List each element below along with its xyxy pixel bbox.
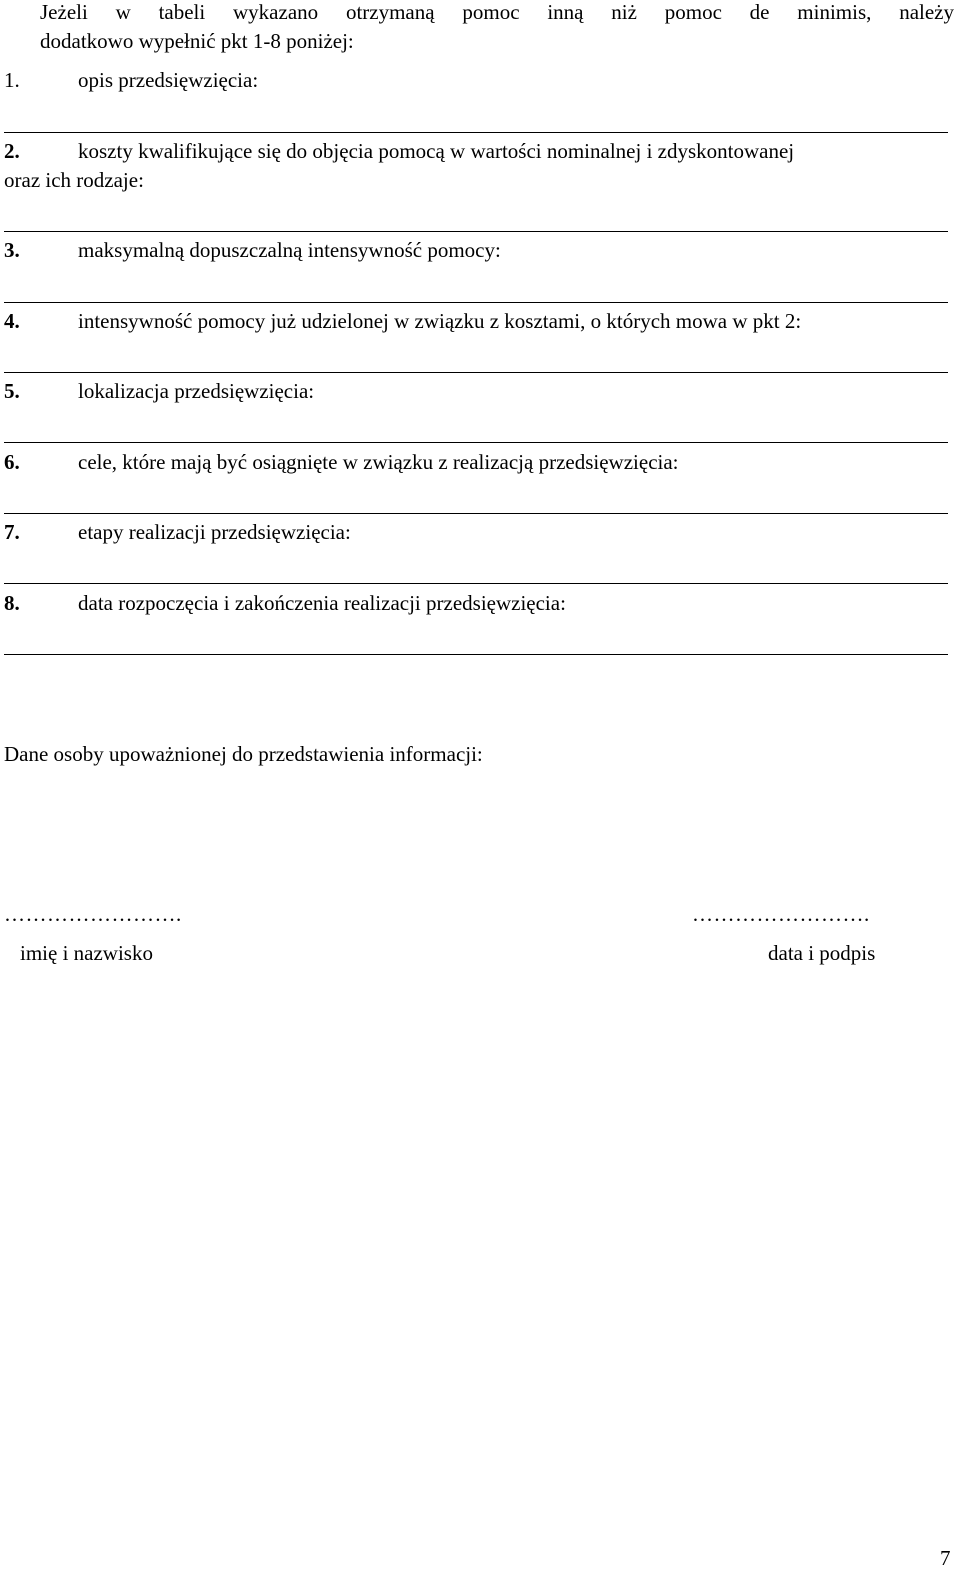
- item-text: etapy realizacji przedsięwzięcia:: [78, 520, 351, 544]
- name-label: imię i nazwisko: [20, 941, 153, 965]
- item-number: 8.: [4, 591, 20, 615]
- item-number: 6.: [4, 450, 20, 474]
- answer-line-2[interactable]: [4, 231, 948, 232]
- answer-line-6[interactable]: [4, 513, 948, 514]
- item-3: [4, 236, 956, 265]
- item-7: [4, 518, 956, 547]
- item-number: 4.: [4, 309, 20, 333]
- item-8: [4, 589, 956, 618]
- name-signature-line[interactable]: …………………….: [4, 902, 182, 926]
- item-text: maksymalną dopuszczalną intensywność pomocy:: [78, 238, 501, 262]
- item-text: lokalizacja przedsięwzięcia:: [78, 379, 315, 403]
- item-text: data rozpoczęcia i zakończenia realizacji przedsięwzięcia:: [78, 591, 566, 615]
- item-number: 7.: [4, 520, 20, 544]
- answer-line-4[interactable]: [4, 372, 948, 373]
- answer-line-8[interactable]: [4, 654, 948, 655]
- item-6: [4, 448, 956, 477]
- item-4: [4, 307, 956, 336]
- item-text-line-1: koszty kwalifikujące się do objęcia pomocą w wartości nominalnej i zdyskontowanej: [78, 139, 795, 163]
- item-text: opis przedsięwzięcia:: [78, 68, 259, 92]
- item-text: intensywność pomocy już udzielonej w związku z kosztami, o których mowa w pkt 2:: [78, 309, 802, 333]
- intro-line-2: dodatkowo wypełnić pkt 1-8 poniżej:: [40, 29, 354, 53]
- date-signature-line[interactable]: …………………….: [692, 902, 870, 926]
- item-number: 3.: [4, 238, 20, 262]
- date-signature-label: data i podpis: [768, 941, 876, 965]
- item-number: 1.: [4, 68, 20, 92]
- item-number: 2.: [4, 139, 20, 163]
- intro-paragraph: [40, 0, 954, 56]
- intro-line-1: Jeżeli w tabeli wykazano otrzymaną pomoc inną niż pomoc de minimis, należy: [40, 0, 954, 24]
- item-1: [4, 66, 956, 95]
- item-2: [4, 137, 956, 195]
- item-number: 5.: [4, 379, 20, 403]
- page-number: 7: [940, 1546, 951, 1570]
- answer-line-3[interactable]: [4, 302, 948, 303]
- authorized-person-heading: Dane osoby upoważnionej do przedstawienia informacji:: [4, 742, 483, 766]
- answer-line-1[interactable]: [4, 132, 948, 133]
- answer-line-7[interactable]: [4, 583, 948, 584]
- item-text-line-2: oraz ich rodzaje:: [4, 168, 144, 192]
- item-text: cele, które mają być osiągnięte w związku z realizacją przedsięwzięcia:: [78, 450, 679, 474]
- item-5: [4, 377, 956, 406]
- answer-line-5[interactable]: [4, 442, 948, 443]
